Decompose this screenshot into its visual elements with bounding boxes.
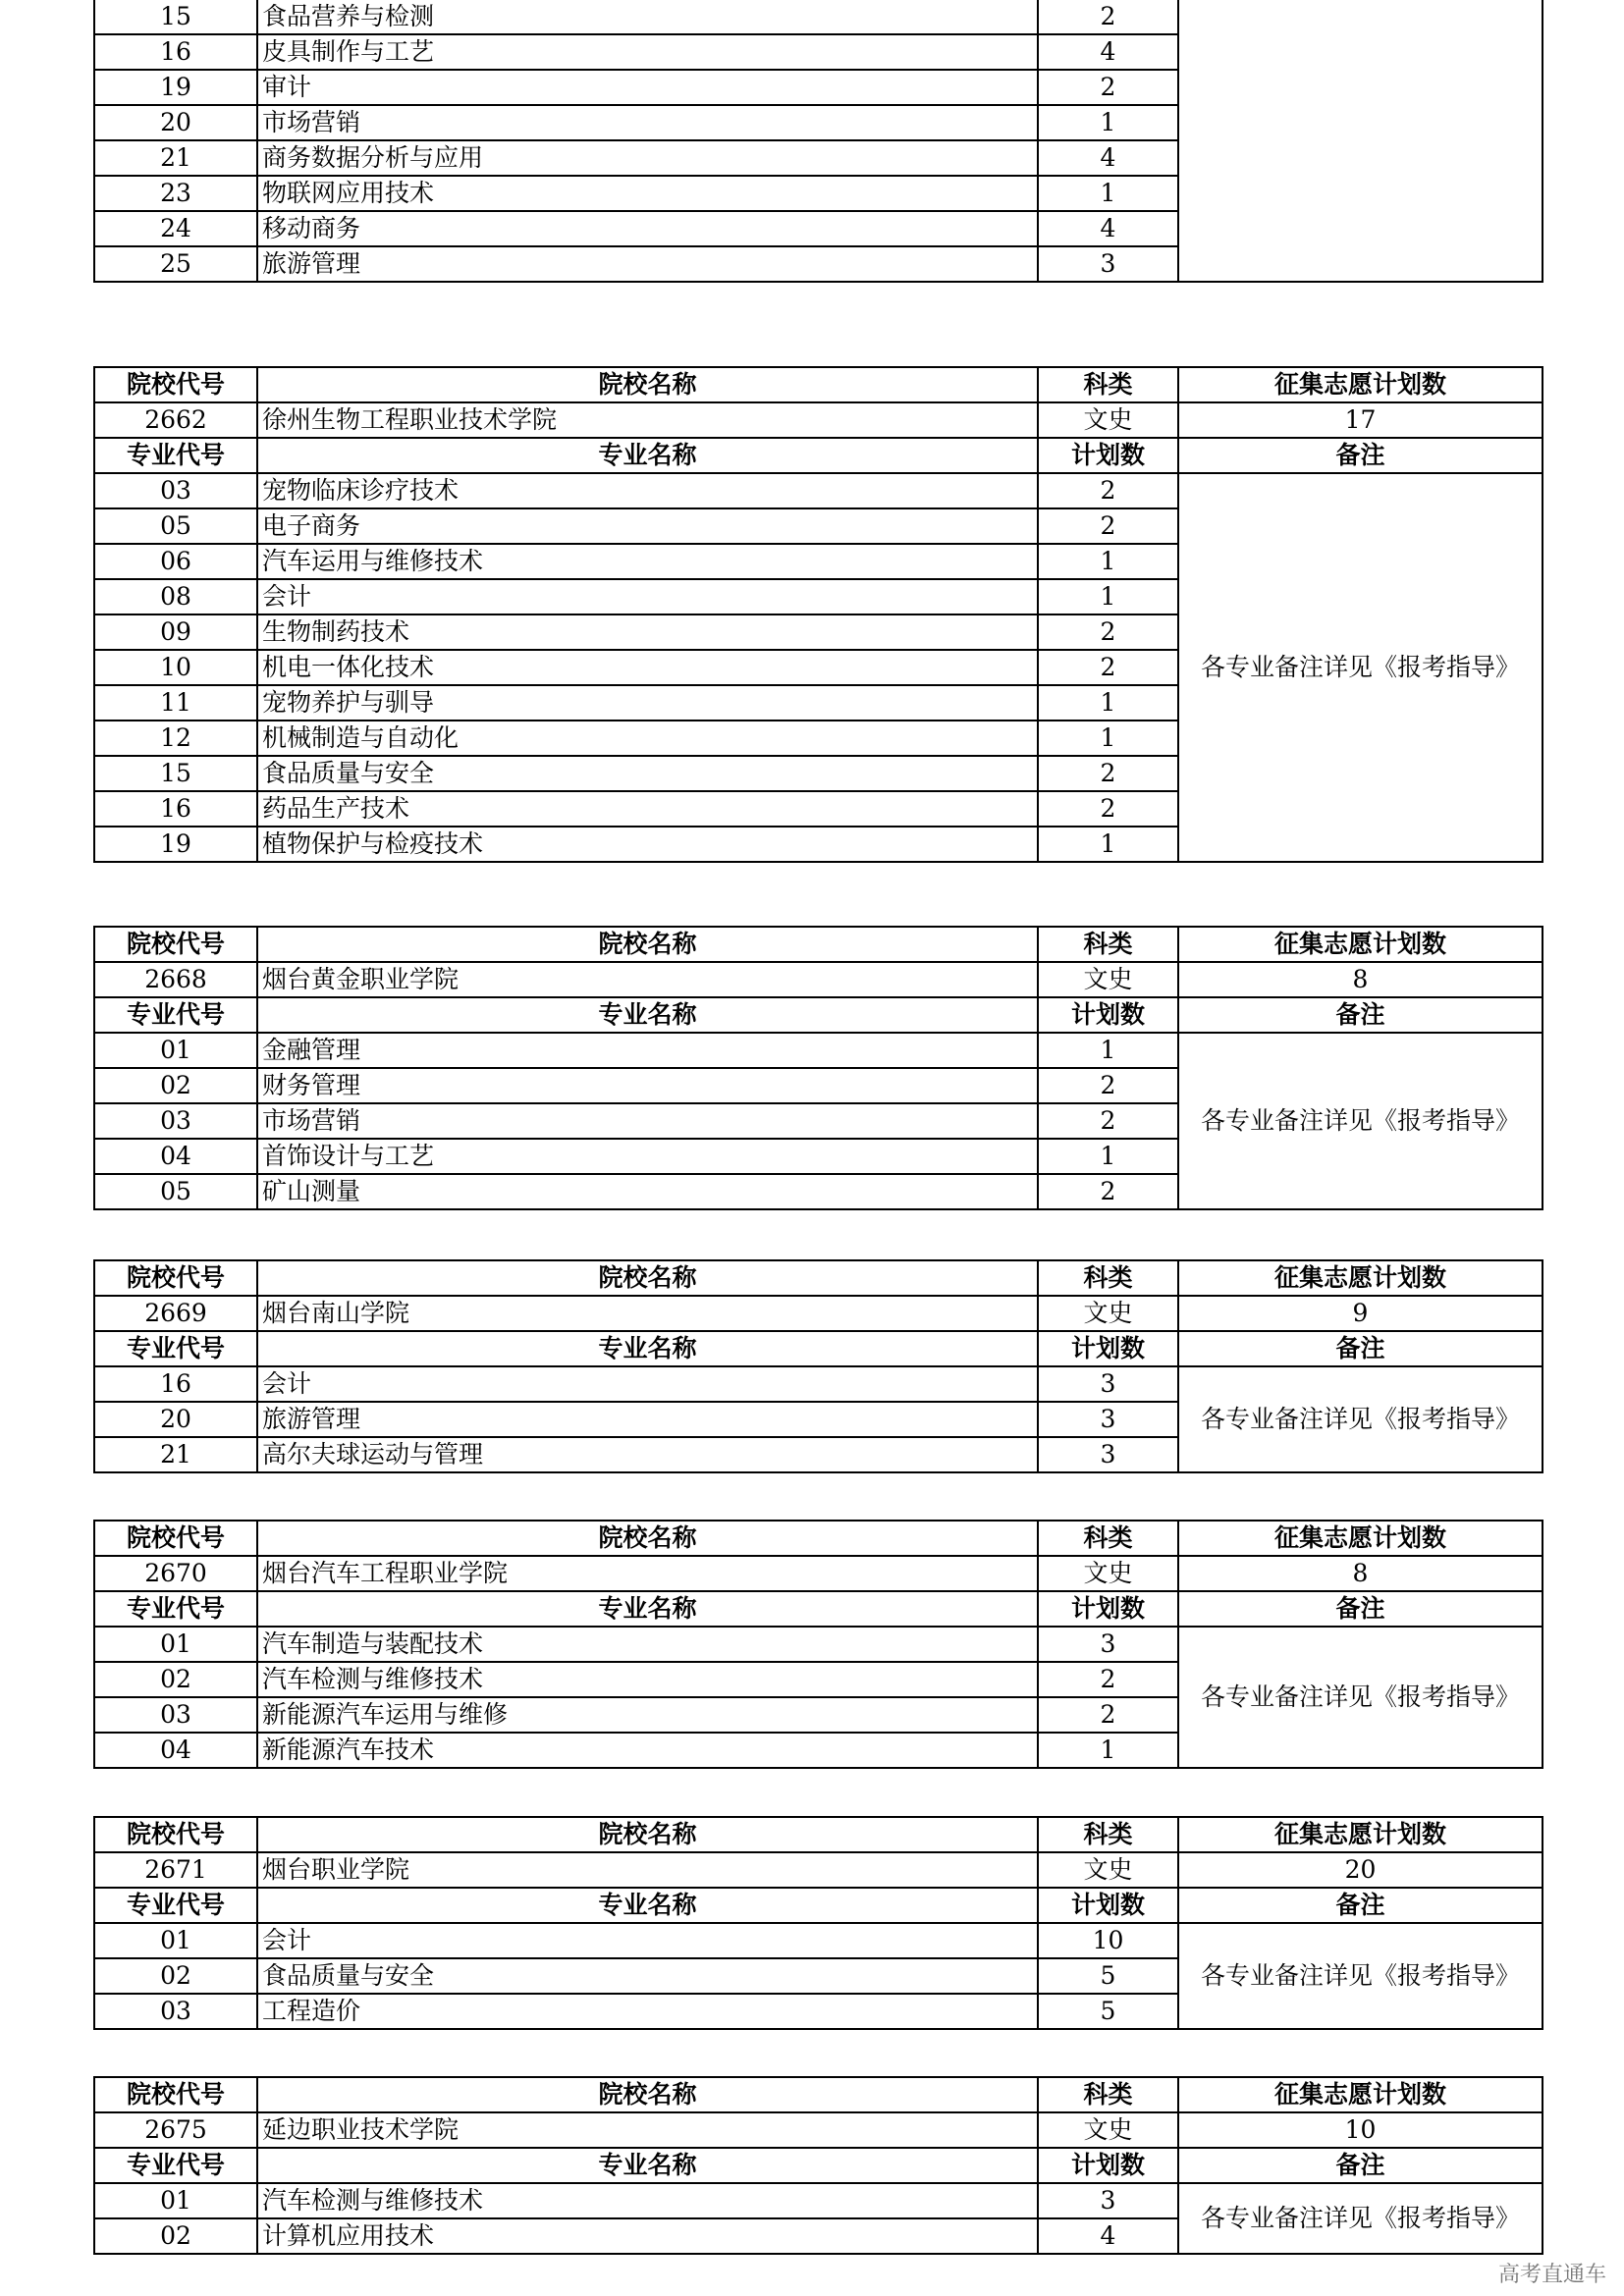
remark-cell (1178, 0, 1543, 282)
major-plan: 1 (1038, 579, 1178, 614)
school-category: 文史 (1038, 1556, 1178, 1591)
remark-cell: 各专业备注详见《报考指导》 (1178, 1366, 1543, 1472)
header-school-code: 院校代号 (94, 367, 257, 402)
major-header-row (94, 1591, 1543, 1627)
major-code: 25 (94, 246, 257, 282)
major-plan: 4 (1038, 34, 1178, 70)
school-name: 徐州生物工程职业技术学院 (257, 402, 1038, 438)
header-plan-total: 征集志愿计划数 (1178, 2077, 1543, 2112)
major-name: 矿山测量 (257, 1174, 1038, 1209)
major-name: 物联网应用技术 (257, 176, 1038, 211)
major-code: 16 (94, 34, 257, 70)
major-code: 03 (94, 1994, 257, 2029)
school-table (93, 1520, 1543, 1769)
major-name: 审计 (257, 70, 1038, 105)
major-name: 商务数据分析与应用 (257, 140, 1038, 176)
major-plan: 5 (1038, 1994, 1178, 2029)
school-info-row (94, 962, 1543, 997)
header-major-name: 专业名称 (257, 997, 1038, 1033)
header-major-code: 专业代号 (94, 2148, 257, 2183)
header-school-code: 院校代号 (94, 1521, 257, 1556)
school-name: 烟台职业学院 (257, 1852, 1038, 1888)
school-category: 文史 (1038, 962, 1178, 997)
header-plan: 计划数 (1038, 1888, 1178, 1923)
major-header-row (94, 1888, 1543, 1923)
major-plan: 3 (1038, 246, 1178, 282)
major-code: 02 (94, 2218, 257, 2254)
major-code: 16 (94, 1366, 257, 1402)
header-school-code: 院校代号 (94, 927, 257, 962)
major-name: 财务管理 (257, 1068, 1038, 1103)
header-plan: 计划数 (1038, 2148, 1178, 2183)
school-code: 2669 (94, 1296, 257, 1331)
major-name: 生物制药技术 (257, 614, 1038, 650)
school-code: 2671 (94, 1852, 257, 1888)
major-plan: 3 (1038, 1627, 1178, 1662)
major-name: 移动商务 (257, 211, 1038, 246)
header-category: 科类 (1038, 367, 1178, 402)
major-name: 机电一体化技术 (257, 650, 1038, 685)
table-row (94, 473, 1543, 508)
school-name: 烟台黄金职业学院 (257, 962, 1038, 997)
header-remark: 备注 (1178, 1591, 1543, 1627)
header-plan: 计划数 (1038, 1591, 1178, 1627)
header-major-name: 专业名称 (257, 438, 1038, 473)
major-code: 15 (94, 0, 257, 34)
major-code: 19 (94, 827, 257, 862)
table-row (94, 1033, 1543, 1068)
major-name: 金融管理 (257, 1033, 1038, 1068)
header-school-code: 院校代号 (94, 1817, 257, 1852)
school-name: 烟台汽车工程职业学院 (257, 1556, 1038, 1591)
school-header-row (94, 1817, 1543, 1852)
major-plan: 10 (1038, 1923, 1178, 1958)
major-plan: 3 (1038, 2183, 1178, 2218)
major-name: 药品生产技术 (257, 791, 1038, 827)
header-plan-total: 征集志愿计划数 (1178, 1521, 1543, 1556)
major-plan: 5 (1038, 1958, 1178, 1994)
school-info-row (94, 402, 1543, 438)
major-code: 03 (94, 1697, 257, 1733)
major-name: 市场营销 (257, 1103, 1038, 1139)
major-code: 10 (94, 650, 257, 685)
major-name: 工程造价 (257, 1994, 1038, 2029)
major-plan: 1 (1038, 1033, 1178, 1068)
header-plan: 计划数 (1038, 997, 1178, 1033)
major-plan: 2 (1038, 614, 1178, 650)
table-row (94, 1627, 1543, 1662)
header-plan: 计划数 (1038, 438, 1178, 473)
remark-cell: 各专业备注详见《报考指导》 (1178, 1627, 1543, 1768)
major-code: 03 (94, 473, 257, 508)
major-plan: 2 (1038, 1068, 1178, 1103)
major-code: 02 (94, 1662, 257, 1697)
table-row (94, 1923, 1543, 1958)
header-remark: 备注 (1178, 1888, 1543, 1923)
major-plan: 2 (1038, 791, 1178, 827)
major-code: 24 (94, 211, 257, 246)
header-school-name: 院校名称 (257, 927, 1038, 962)
major-plan: 4 (1038, 211, 1178, 246)
major-name: 机械制造与自动化 (257, 721, 1038, 756)
school-code: 2675 (94, 2112, 257, 2148)
major-name: 会计 (257, 1923, 1038, 1958)
major-name: 新能源汽车技术 (257, 1733, 1038, 1768)
major-code: 02 (94, 1958, 257, 1994)
table-row (94, 0, 1543, 34)
school-table (93, 926, 1543, 1210)
major-name: 食品质量与安全 (257, 1958, 1038, 1994)
major-header-row (94, 438, 1543, 473)
major-header-row (94, 997, 1543, 1033)
major-name: 电子商务 (257, 508, 1038, 544)
header-major-name: 专业名称 (257, 2148, 1038, 2183)
major-code: 21 (94, 140, 257, 176)
major-code: 19 (94, 70, 257, 105)
school-plan-total: 9 (1178, 1296, 1543, 1331)
major-code: 03 (94, 1103, 257, 1139)
header-school-code: 院校代号 (94, 2077, 257, 2112)
major-plan: 3 (1038, 1437, 1178, 1472)
school-info-row (94, 2112, 1543, 2148)
major-code: 02 (94, 1068, 257, 1103)
header-school-name: 院校名称 (257, 1817, 1038, 1852)
school-category: 文史 (1038, 1296, 1178, 1331)
school-plan-total: 8 (1178, 962, 1543, 997)
major-name: 宠物临床诊疗技术 (257, 473, 1038, 508)
school-table (93, 1816, 1543, 2030)
school-code: 2670 (94, 1556, 257, 1591)
major-header-row (94, 2148, 1543, 2183)
major-code: 12 (94, 721, 257, 756)
school-name: 延边职业技术学院 (257, 2112, 1038, 2148)
major-code: 04 (94, 1139, 257, 1174)
school-info-row (94, 1296, 1543, 1331)
major-code: 05 (94, 508, 257, 544)
header-school-name: 院校名称 (257, 2077, 1038, 2112)
major-code: 21 (94, 1437, 257, 1472)
header-plan: 计划数 (1038, 1331, 1178, 1366)
school-table (93, 366, 1543, 863)
major-name: 计算机应用技术 (257, 2218, 1038, 2254)
header-remark: 备注 (1178, 997, 1543, 1033)
school-info-row (94, 1852, 1543, 1888)
major-code: 20 (94, 105, 257, 140)
header-major-code: 专业代号 (94, 1331, 257, 1366)
major-name: 会计 (257, 1366, 1038, 1402)
school-category: 文史 (1038, 1852, 1178, 1888)
major-name: 新能源汽车运用与维修 (257, 1697, 1038, 1733)
major-name: 会计 (257, 579, 1038, 614)
header-school-name: 院校名称 (257, 367, 1038, 402)
school-header-row (94, 1260, 1543, 1296)
major-name: 食品质量与安全 (257, 756, 1038, 791)
major-plan: 2 (1038, 1662, 1178, 1697)
major-plan: 2 (1038, 0, 1178, 34)
major-plan: 2 (1038, 473, 1178, 508)
header-category: 科类 (1038, 1817, 1178, 1852)
header-plan-total: 征集志愿计划数 (1178, 927, 1543, 962)
major-plan: 1 (1038, 176, 1178, 211)
header-remark: 备注 (1178, 1331, 1543, 1366)
watermark: 高考直通车 (1497, 2263, 1606, 2287)
header-major-name: 专业名称 (257, 1888, 1038, 1923)
school-plan-total: 8 (1178, 1556, 1543, 1591)
school-category: 文史 (1038, 2112, 1178, 2148)
major-name: 高尔夫球运动与管理 (257, 1437, 1038, 1472)
major-code: 23 (94, 176, 257, 211)
major-code: 04 (94, 1733, 257, 1768)
header-category: 科类 (1038, 1521, 1178, 1556)
major-header-row (94, 1331, 1543, 1366)
header-plan-total: 征集志愿计划数 (1178, 1260, 1543, 1296)
major-plan: 3 (1038, 1402, 1178, 1437)
major-name: 首饰设计与工艺 (257, 1139, 1038, 1174)
major-name: 汽车运用与维修技术 (257, 544, 1038, 579)
major-code: 01 (94, 1627, 257, 1662)
header-major-name: 专业名称 (257, 1591, 1038, 1627)
major-plan: 4 (1038, 140, 1178, 176)
remark-cell: 各专业备注详见《报考指导》 (1178, 1923, 1543, 2029)
major-plan: 1 (1038, 685, 1178, 721)
major-name: 食品营养与检测 (257, 0, 1038, 34)
school-header-row (94, 1521, 1543, 1556)
school-header-row (94, 927, 1543, 962)
major-name: 旅游管理 (257, 1402, 1038, 1437)
school-plan-total: 20 (1178, 1852, 1543, 1888)
header-category: 科类 (1038, 2077, 1178, 2112)
remark-cell: 各专业备注详见《报考指导》 (1178, 2183, 1543, 2254)
school-header-row (94, 367, 1543, 402)
major-plan: 2 (1038, 650, 1178, 685)
major-code: 05 (94, 1174, 257, 1209)
school-plan-total: 17 (1178, 402, 1543, 438)
major-code: 15 (94, 756, 257, 791)
header-remark: 备注 (1178, 2148, 1543, 2183)
major-plan: 4 (1038, 2218, 1178, 2254)
school-info-row (94, 1556, 1543, 1591)
school-code: 2668 (94, 962, 257, 997)
remark-cell: 各专业备注详见《报考指导》 (1178, 1033, 1543, 1209)
major-name: 旅游管理 (257, 246, 1038, 282)
major-code: 11 (94, 685, 257, 721)
school-name: 烟台南山学院 (257, 1296, 1038, 1331)
major-plan: 1 (1038, 544, 1178, 579)
header-school-code: 院校代号 (94, 1260, 257, 1296)
school-table (93, 1259, 1543, 1473)
header-major-code: 专业代号 (94, 997, 257, 1033)
header-major-code: 专业代号 (94, 438, 257, 473)
major-name: 汽车检测与维修技术 (257, 1662, 1038, 1697)
header-school-name: 院校名称 (257, 1521, 1038, 1556)
school-category: 文史 (1038, 402, 1178, 438)
header-category: 科类 (1038, 927, 1178, 962)
major-plan: 2 (1038, 1103, 1178, 1139)
header-major-name: 专业名称 (257, 1331, 1038, 1366)
major-plan: 3 (1038, 1366, 1178, 1402)
header-school-name: 院校名称 (257, 1260, 1038, 1296)
major-plan: 1 (1038, 1733, 1178, 1768)
major-name: 市场营销 (257, 105, 1038, 140)
major-plan: 2 (1038, 70, 1178, 105)
major-code: 06 (94, 544, 257, 579)
major-plan: 2 (1038, 508, 1178, 544)
school-code: 2662 (94, 402, 257, 438)
major-name: 植物保护与检疫技术 (257, 827, 1038, 862)
header-remark: 备注 (1178, 438, 1543, 473)
major-code: 08 (94, 579, 257, 614)
school-plan-total: 10 (1178, 2112, 1543, 2148)
major-code: 09 (94, 614, 257, 650)
header-plan-total: 征集志愿计划数 (1178, 1817, 1543, 1852)
header-major-code: 专业代号 (94, 1888, 257, 1923)
major-plan: 2 (1038, 1174, 1178, 1209)
major-code: 20 (94, 1402, 257, 1437)
school-table (93, 2076, 1543, 2255)
major-plan: 1 (1038, 827, 1178, 862)
continued-major-table (93, 0, 1543, 283)
school-header-row (94, 2077, 1543, 2112)
major-plan: 1 (1038, 1139, 1178, 1174)
major-code: 01 (94, 1033, 257, 1068)
major-name: 汽车制造与装配技术 (257, 1627, 1038, 1662)
major-plan: 2 (1038, 756, 1178, 791)
header-category: 科类 (1038, 1260, 1178, 1296)
header-major-code: 专业代号 (94, 1591, 257, 1627)
major-plan: 1 (1038, 105, 1178, 140)
major-plan: 2 (1038, 1697, 1178, 1733)
major-code: 16 (94, 791, 257, 827)
major-name: 皮具制作与工艺 (257, 34, 1038, 70)
major-plan: 1 (1038, 721, 1178, 756)
major-code: 01 (94, 1923, 257, 1958)
remark-cell: 各专业备注详见《报考指导》 (1178, 473, 1543, 862)
table-row (94, 2183, 1543, 2218)
major-name: 宠物养护与驯导 (257, 685, 1038, 721)
header-plan-total: 征集志愿计划数 (1178, 367, 1543, 402)
major-code: 01 (94, 2183, 257, 2218)
table-row (94, 1366, 1543, 1402)
major-name: 汽车检测与维修技术 (257, 2183, 1038, 2218)
